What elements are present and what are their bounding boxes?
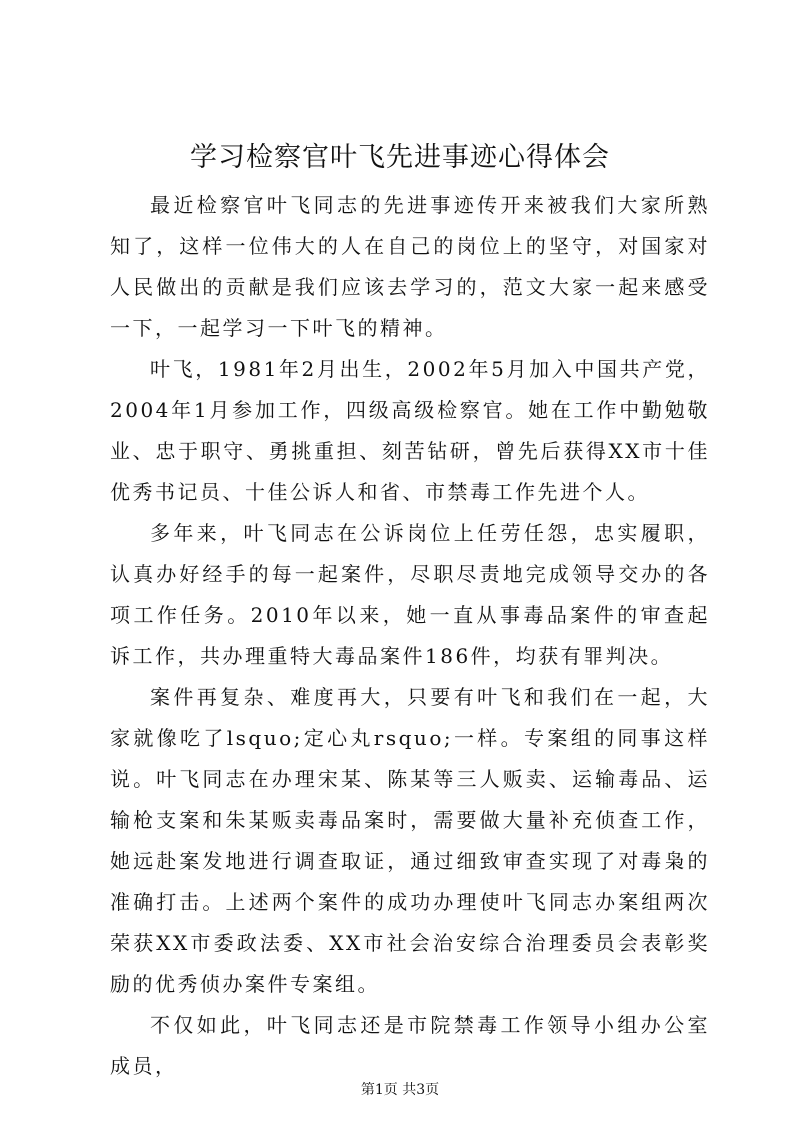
document-title: 学习检察官叶飞先进事迹心得体会: [190, 142, 610, 173]
page-footer: 第1页 共3页: [360, 1082, 440, 1098]
paragraph-2: 叶飞，1981年2月出生，2002年5月加入中国共产党，2004年1月参加工作，四级高级检察官。她在工作中勤勉敬业、忠于职守、勇挑重担、刻苦钻研，曾先后获得XX市十佳优秀书记员、十佳公诉人和省、市禁毒工作先进个人。: [110, 357, 710, 504]
paragraph-4: 案件再复杂、难度再大，只要有叶飞和我们在一起，大家就像吃了lsquo;定心丸rsquo;一样。专案组的同事这样说。叶飞同志在办理宋某、陈某等三人贩卖、运输毒品、运输枪支案和朱某贩卖毒品案时，需要做大量补充侦查工作，她远赴案发地进行调查取证，通过细致审查实现了对毒枭的准确打击。上述两个案件的成功办理使叶飞同志办案组两次荣获XX市委政法委、XX市社会治安综合治理委员会表彰奖励的优秀侦办案件专案组。: [110, 685, 710, 996]
document-body: [110, 185, 710, 1087]
paragraph-1: 最近检察官叶飞同志的先进事迹传开来被我们大家所熟知了，这样一位伟大的人在自己的岗位上的坚守，对国家对人民做出的贡献是我们应该去学习的，范文大家一起来感受一下，一起学习一下叶飞的精神。: [110, 193, 710, 340]
paragraph-3: 多年来，叶飞同志在公诉岗位上任劳任怨，忠实履职，认真办好经手的每一起案件，尽职尽责地完成领导交办的各项工作任务。2010年以来，她一直从事毒品案件的审查起诉工作，共办理重特大毒品案件186件，均获有罪判决。: [110, 521, 710, 668]
paragraph-5: 不仅如此，叶飞同志还是市院禁毒工作领导小组办公室成员，: [110, 1013, 710, 1078]
